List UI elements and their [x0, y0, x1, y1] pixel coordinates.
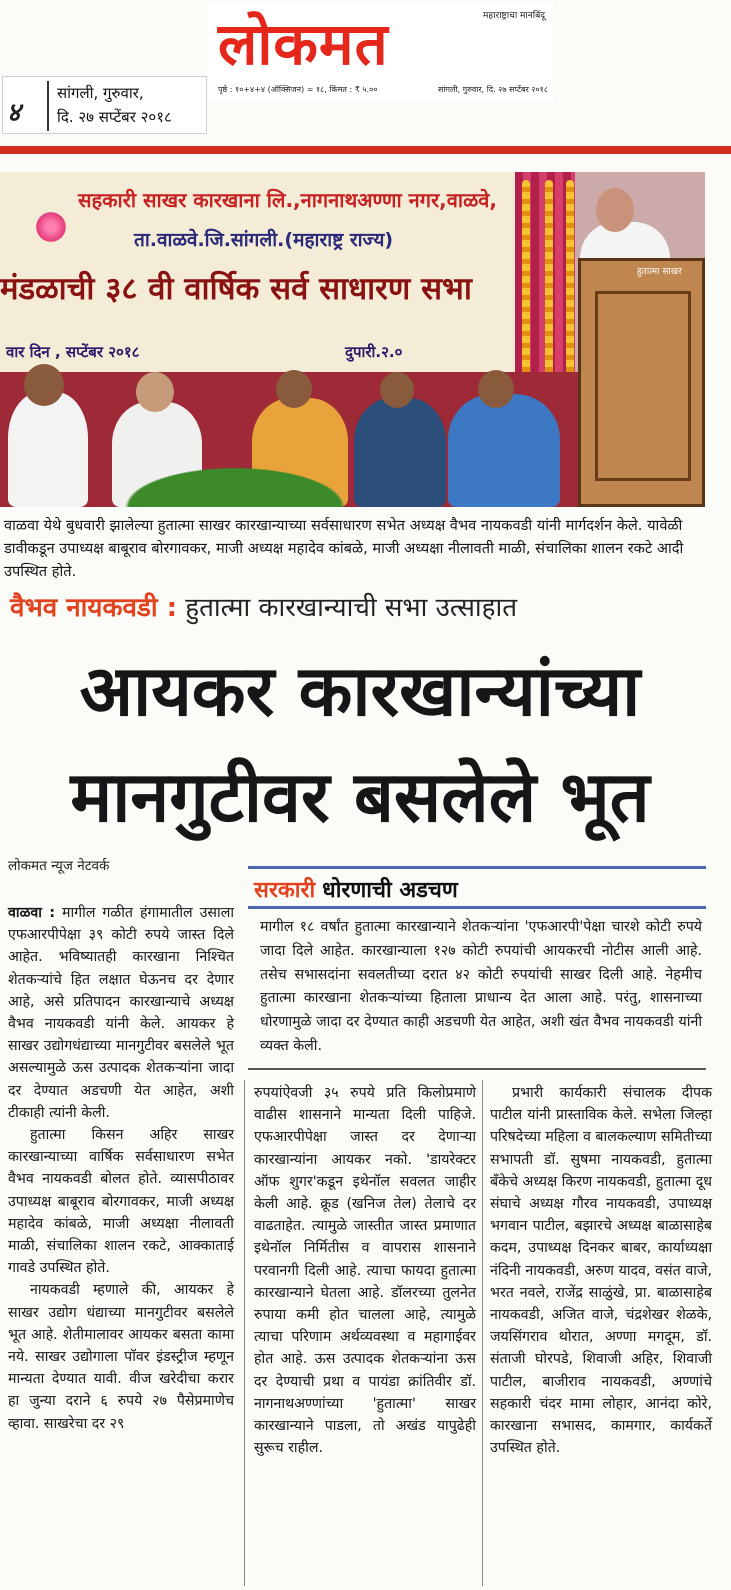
- article-column-1: [8, 902, 234, 1435]
- sidebar-box: [248, 866, 706, 1062]
- banner-line-2: ता.वाळवे.जि.सांगली.(महाराष्ट्र राज्य): [134, 229, 394, 251]
- paragraph: प्रभारी कार्यकारी संचालक दीपक पाटील यांनी प्रास्ताविक केले. सभेला जिल्हा परिषदेच्या महिला व बालकल्याण समितीच्या सभापती डॉ. सुषमा नायकवडी, हुतात्मा बँकेचे अध्यक्ष किरण नायकवडी, हुतात्मा दूध संघाचे अध्यक्ष गौरव नायकवडी, उपाध्यक्ष भगवान पाटील, बझारचे अध्यक्ष बाळासाहेब कदम, उपाध्यक्ष दिनकर बाबर, कार्याध्यक्षा नंदिनी नायकवडी, अरुण यादव, वसंत वाजे, भरत नवले, राजेंद्र साळुंखे, प्रा. बाळासाहेब नायकवडी, अजित वाजे, चंद्रशेखर शेळके, जयसिंगराव थोरात, अण्णा मगदूम, डॉ. संताजी घोरपडे, शिवाजी अहिर, शिवाजी पाटील, बाजीराव नायकवडी, अण्णांचे सहकारी चंदर मामा लोहार, आनंदा कोरे, कारखाना सभासद, कामगार, कार्यकर्ते उपस्थित होते.: [490, 1085, 712, 1457]
- news-photo: [0, 172, 705, 507]
- edition-date: दि. २७ सप्टेंबर २०१८: [57, 108, 172, 126]
- kicker: [10, 588, 710, 624]
- column-divider: [482, 1080, 483, 1586]
- person-seated: [8, 392, 88, 507]
- box-body: मागील १८ वर्षांत हुतात्मा कारखान्याने शेतकऱ्यांना 'एफआरपी'पेक्षा चारशे कोटी रुपये जादा दिले आहेत. कारखान्याला १२७ कोटी रुपयांची आयकरची नोटीस आली आहे. तसेच सभासदांना सवलतीच्या दरात ४२ कोटी रुपयांची साखर दिली आहे. नेहमीच हुतात्मा कारखाना शेतकऱ्यांच्या हिताला प्राधान्य देत आला आहे. परंतु, शासनाच्या धोरणामुळे जादा दर देण्यात काही अडचणी येत आहेत, अशी खंत वैभव नायकवडी यांनी व्यक्त केली.: [260, 919, 702, 1054]
- banner-line-5: दुपारी.२.०: [345, 343, 403, 361]
- box-heading-red: सरकारी: [254, 878, 316, 903]
- person-seated: [354, 398, 446, 507]
- box-rule-top: [248, 866, 706, 869]
- banner-line-3: मंडळाची ३८ वी वार्षिक सर्व साधारण सभा: [0, 271, 472, 307]
- paragraph: हुतात्मा किसन अहिर साखर कारखान्याच्या वार्षिक सर्वसाधारण सभेत वैभव नायकवडी बोलत होते. व्यासपीठावर उपाध्यक्ष बाबूराव बोरगावकर, माजी अध्यक्ष महादेव कांबळे, माजी अध्यक्षा नीलावती माळी, संचालिका शालन रकटे, आक्काताई गावडे उपस्थित होते.: [8, 1127, 234, 1277]
- plant-decoration: [110, 462, 360, 507]
- box-rule-bottom: [248, 1068, 706, 1070]
- column-divider: [244, 1080, 245, 1586]
- photo-caption: वाळवा येथे बुधवारी झालेल्या हुतात्मा साखर कारखान्याच्या सर्वसाधारण सभेत अध्यक्ष वैभव नायकवडी यांनी मार्गदर्शन केले. यावेळी डावीकडून उपाध्यक्ष बाबूराव बोरगावकर, माजी अध्यक्ष महादेव कांबळे, माजी अध्यक्षा नीलावती माळी, संचालिका शालन रकटे आदी उपस्थित होते.: [4, 517, 684, 580]
- masthead-info-left: पृष्ठे : १०+४+४ (ऑक्सिजन) = १८, किंमत : ₹ ५.००: [218, 85, 378, 94]
- paragraph: [8, 902, 234, 1124]
- dateline: वाळवा :: [8, 905, 55, 921]
- box-rule-under-heading: [248, 906, 706, 909]
- speaker-head: [596, 188, 634, 232]
- date-clipping: [2, 76, 207, 134]
- kicker-name: वैभव नायकवडी :: [10, 593, 178, 623]
- banner-line-1: सहकारी साखर कारखाना लि.,नागनाथअण्णा नगर,वाळवे,: [78, 188, 497, 212]
- person-seated: [448, 394, 560, 507]
- article-column-2: [254, 1082, 476, 1459]
- box-heading-black: धोरणाची अडचण: [322, 878, 458, 903]
- masthead: [208, 2, 553, 100]
- podium-panel: [595, 291, 691, 481]
- masthead-info: [218, 84, 548, 95]
- newspaper-logo: लोकमत: [218, 10, 389, 78]
- kicker-text: हुतात्मा कारखान्याची सभा उत्साहात: [185, 593, 518, 623]
- person-head: [478, 370, 514, 408]
- person-head: [276, 370, 312, 408]
- edition-city-day: सांगली, गुरुवार,: [57, 84, 144, 102]
- masthead-info-right: सांगली, गुरुवार, दि. २७ सप्टेंबर २०१८: [438, 85, 548, 94]
- headline-line-2: मानगुटीवर बसलेले भूत: [70, 756, 650, 838]
- divider: [47, 81, 49, 131]
- paragraph-text: मागील गळीत हंगामातील उसाला एफआरपीपेक्षा ३९ कोटी रुपये जास्त दिले आहेत. भविष्यातही कारखाना निश्चित शेतकऱ्यांचे हित लक्षात घेऊनच दर देणार आहे, असे प्रतिपादन कारखान्याचे अध्यक्ष वैभव नायकवडी यांनी केले. आयकर हे साखर उद्योगधंद्याच्या मानगुटीवर बसलेले भूत असल्यामुळे ऊस उत्पादक शेतकऱ्यांना जादा दर देण्यात अडचणी येत आहेत, अशी टीकाही त्यांनी केली.: [8, 905, 234, 1121]
- headline-line-1: आयकर कारखान्यांच्या: [79, 650, 641, 732]
- paragraph: रुपयांऐवजी ३५ रुपये प्रति किलोप्रमाणे वाढीस शासनाने मान्यता दिली पाहिजे. एफआरपीपेक्षा जास्त दर देणाऱ्या कारखान्यांना आयकर नको. 'डायरेक्टर ऑफ शुगर'कडून इथेनॉल सवलत जाहीर केली आहे. क्रूड (खनिज तेल) तेलाचे दर वाढताहेत. त्यामुळे जास्तीत जास्त प्रमाणात इथेनॉल निर्मितीस व वापरास शासनाने परवानगी दिली आहे. त्याचा फायदा हुतात्मा कारखान्याने घेतला आहे. डॉलरच्या तुलनेत रुपाया कमी होत चालला आहे, त्यामुळे त्याचा परिणाम अर्थव्यवस्था व महागाईवर होत आहे. ऊस उत्पादक शेतकऱ्यांना ऊस दर देण्याची प्रथा व पायंडा क्रांतिवीर डॉ. नागनाथअण्णांच्या 'हुतात्मा' साखर कारखान्याने पाडला, तो अखंड यापुढेही सुरूच राहील.: [254, 1085, 476, 1457]
- byline: लोकमत न्यूज नेटवर्क: [8, 858, 110, 874]
- banner-line-4: वार दिन , सप्टेंबर २०१८: [6, 343, 140, 361]
- person-head: [24, 364, 64, 406]
- article-column-3: [490, 1082, 712, 1459]
- person-head: [136, 372, 174, 412]
- person-head: [380, 372, 414, 408]
- header-rule: [0, 146, 731, 154]
- podium: [578, 258, 705, 507]
- tagline: महाराष्ट्राचा मानबिंदू: [483, 11, 545, 21]
- box-heading: [254, 874, 458, 904]
- podium-label: हुतात्मा साखर: [637, 267, 682, 277]
- stage-banner: [0, 172, 520, 372]
- paragraph: नायकवडी म्हणाले की, आयकर हे साखर उद्योग धंद्याच्या मानगुटीवर बसलेले भूत आहे. शेतीमालावर आयकर बसता कामा नये. साखर उद्योगाला पॉवर इंडस्ट्रीज म्हणून मान्यता देण्यात यावी. वीज खरेदीचा करार हा जुन्या दराने ६ रुपये २७ पैसेप्रमाणेच व्हावा. साखरेचा दर २९: [8, 1282, 234, 1432]
- flower-icon: [32, 212, 70, 242]
- page-number: ४: [7, 98, 21, 128]
